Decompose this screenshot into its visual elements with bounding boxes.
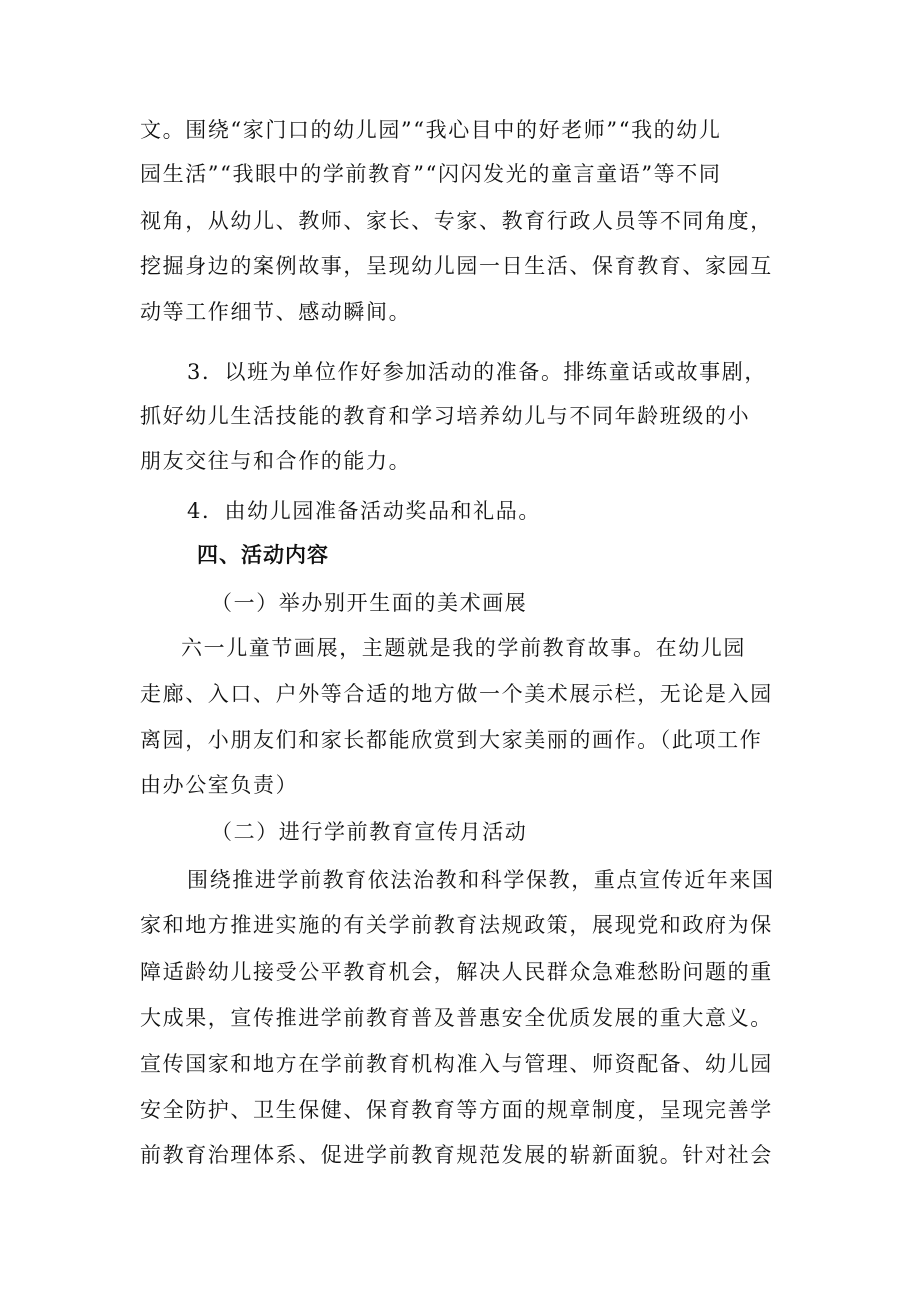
paragraph-line: 前教育治理体系、促进学前教育规范发展的崭新面貌。针对社会 bbox=[140, 1143, 773, 1167]
subsection-heading-2: （二）进行学前教育宣传月活动 bbox=[211, 820, 528, 844]
paragraph-line: 离园，小朋友们和家长都能欣赏到大家美丽的画作。（此项工作 bbox=[140, 728, 763, 752]
subsection-heading-1: （一）举办别开生面的美术画展 bbox=[211, 591, 528, 615]
paragraph-line: 由办公室负责） bbox=[140, 773, 299, 797]
section-heading: 四、活动内容 bbox=[197, 543, 329, 567]
list-item-4: 4．由幼儿园准备活动奖品和礼品。 bbox=[187, 499, 541, 523]
paragraph-line: 挖掘身边的案例故事，呈现幼儿园一日生活、保育教育、家园互 bbox=[140, 254, 773, 278]
paragraph-line: 视角，从幼儿、教师、家长、专家、教育行政人员等不同角度， bbox=[140, 209, 773, 233]
paragraph-line: 宣传国家和地方在学前教育机构准入与管理、师资配备、幼儿园 bbox=[140, 1052, 773, 1076]
paragraph-line: 大成果，宣传推进学前教育普及普惠安全优质发展的重大意义。 bbox=[140, 1006, 773, 1030]
paragraph-line: 家和地方推进实施的有关学前教育法规政策，展现党和政府为保 bbox=[140, 913, 773, 937]
paragraph-line: 六一儿童节画展，主题就是我的学前教育故事。在幼儿园 bbox=[181, 636, 746, 660]
list-item-3: 3．以班为单位作好参加活动的准备。排练童话或故事剧， bbox=[187, 360, 767, 384]
paragraph-line: 文。围绕“家门口的幼儿园”“我心目中的好老师”“我的幼儿 bbox=[140, 118, 722, 142]
paragraph-line: 障适龄幼儿接受公平教育机会，解决人民群众急难愁盼问题的重 bbox=[140, 960, 773, 984]
paragraph-line: 走廊、入口、户外等合适的地方做一个美术展示栏，无论是入园 bbox=[140, 682, 773, 706]
paragraph-line: 抓好幼儿生活技能的教育和学习培养幼儿与不同年龄班级的小 bbox=[140, 404, 751, 428]
paragraph-line: 安全防护、卫生保健、保育教育等方面的规章制度，呈现完善学 bbox=[140, 1098, 773, 1122]
paragraph-line: 动等工作细节、感动瞬间。 bbox=[140, 300, 412, 324]
paragraph-line: 围绕推进学前教育依法治教和科学保教，重点宣传近年来国 bbox=[187, 868, 775, 892]
paragraph-line: 园生活”“我眼中的学前教育”“闪闪发光的童言童语”等不同 bbox=[140, 162, 722, 186]
paragraph-line: 朋友交往与和合作的能力。 bbox=[140, 449, 412, 473]
